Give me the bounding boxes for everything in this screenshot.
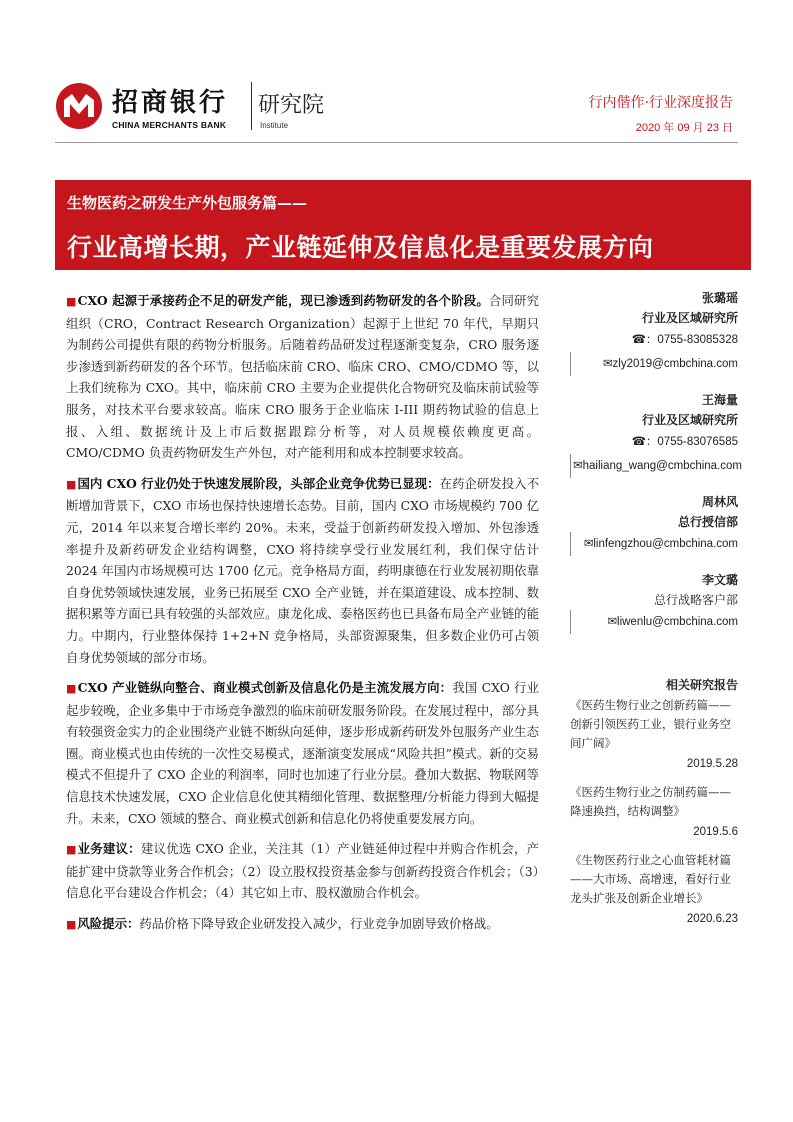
sidebar (570, 288, 742, 938)
bullet-square-icon: ■ (66, 682, 77, 696)
related-report-date: 2019.5.28 (686, 758, 738, 770)
related-report-item[interactable] (570, 851, 738, 930)
analyst-card (570, 390, 742, 478)
analyst-email[interactable]: ✉liwenlu@cmbchina.com (570, 610, 738, 634)
analyst-email-text[interactable]: liwenlu@cmbchina.com (617, 616, 738, 628)
related-report-item[interactable] (570, 696, 738, 775)
summary-paragraph (66, 290, 539, 464)
analyst-email-text[interactable]: linfengzhou@cmbchina.com (593, 538, 738, 550)
related-reports-title: 相关研究报告 (665, 678, 738, 692)
header-divider (55, 142, 738, 143)
report-title: 行业高增长期，产业链延伸及信息化是重要发展方向 (67, 233, 654, 262)
paragraph-lead: 风险提示： (77, 916, 140, 932)
cmb-logo-icon (55, 82, 103, 130)
related-report-date: 2019.5.6 (693, 826, 738, 838)
analyst-card (570, 570, 738, 634)
paragraph-lead: 业务建议： (77, 841, 141, 857)
paragraph-lead: CXO 产业链纵向整合、商业模式创新及信息化仍是主流发展方向： (77, 680, 453, 696)
paragraph-lead: CXO 起源于承接药企不足的研发产能，现已渗透到药物研发的各个阶段。 (77, 293, 489, 308)
paragraph-lead: 国内 CXO 行业仍处于快速发展阶段，头部企业竞争优势已显现： (77, 475, 440, 491)
analyst-phone: ☎：0755-83085328 (631, 334, 738, 346)
logo-english-name: CHINA MERCHANTS BANK (112, 120, 227, 130)
analyst-name: 李文璐 (701, 573, 738, 587)
paragraph-body: 合同研究组织（CRO，Contract Research Organization）起源于上世纪 70 年代，早期只为制药公司提供有限的药物分析服务。后随着药品研发过程逐渐变复杂，CRO 服务逐步渗透到新药研发的各个环节。包括临床前 CRO、临床 CRO、CMO/CDMO 等，以上我们统称为 CXO。其中，临床前 CRO 主要为企业提供化合物研究及临床前试验等服务，对技术平台要求较高。临床 CRO 服务于企业临床 I-III 期药物试验的信息上报、入组、数据统计及上市后数据跟踪分析等，对人员规模依赖度更高。CMO/CDMO 负责药物研发生产外包，对产能利用和成本控制要求较高。 (66, 293, 539, 461)
analyst-name: 张璐瑶 (701, 291, 738, 305)
institute-english-name: Institute (260, 121, 289, 130)
analyst-department: 行业及区域研究所 (641, 311, 738, 325)
analyst-email[interactable]: ✉zly2019@cmbchina.com (570, 352, 738, 376)
analyst-department: 行业及区域研究所 (641, 413, 738, 427)
report-type: 行内偕作·行业深度报告 (588, 95, 733, 111)
bullet-square-icon: ■ (66, 918, 77, 932)
report-subtitle: 生物医药之研发生产外包服务篇—— (67, 194, 308, 212)
paragraph-body: 我国 CXO 行业起步较晚，企业多集中于市场竞争激烈的临床前研发服务阶段。在发展过程中，部分具有较强资金实力的企业围绕产业链不断纵向延伸，逐步形成新药研发外包服务产业生态圈。商业模式也由传统的一次性交易模式，逐渐演变发展成“风险共担”模式。新的交易模式不但提升了 CXO 企业的利润率，同时也加速了行业分层。叠加大数据、物联网等信息技术快速发展，CXO 企业信息化使其精细化管理、数据整理/分析能力得到大幅提升。未来，CXO 领域的整合、商业模式创新和信息化仍将使重要发展方向。 (66, 680, 539, 826)
related-report-item[interactable] (570, 783, 738, 843)
analyst-email[interactable]: ✉linfengzhou@cmbchina.com (570, 532, 738, 556)
main-content (66, 290, 539, 945)
paragraph-body: 在药企研发投入不断增加背景下，CXO 市场也保持快速增长态势。目前，国内 CXO 市场规模约 700 亿元，2014 年以来复合增长率约 20%。未来，受益于创新药研发投入增加、外包渗透率提升及新药研发企业结构调整，CXO 将持续享受行业发展红利，我们保守估计 2024 年国内市场规模可达 1700 亿元。竞争格局方面，药明康德在行业发展初期依靠自身优势领域快速发展，业务已拓展至 CXO 全产业链，并在渠道建设、成本控制、数据积累等方面已具有较强的头部效应。康龙化成、泰格医药也已具备布局全产业链的能力。中期内，行业整体保持 1+2+N 竞争格局，头部资源聚集，但多数企业仍可占领自身优势领域的部分市场。 (66, 475, 540, 665)
report-date: 2020 年 09 月 23 日 (635, 122, 733, 134)
risk-warning (66, 913, 539, 936)
related-report-title[interactable]: 《生物医药行业之心血管耗材篇——大市场、高增速，看好行业龙头扩张及创新企业增长》 (570, 853, 731, 905)
paragraph-body: 建议优选 CXO 企业，关注其（1）产业链延伸过程中并购合作机会，产能扩建中贷款等业务合作机会；（2）设立股权投资基金参与创新药投资合作机会；（3）信息化平台建设合作机会；（4）其它如上市、股权激励合作机会。 (66, 841, 539, 901)
related-report-date: 2020.6.23 (686, 913, 738, 925)
bullet-square-icon: ■ (66, 295, 77, 308)
analyst-email-text[interactable]: hailiang_wang@cmbchina.com (582, 460, 742, 472)
bullet-square-icon: ■ (66, 843, 77, 857)
title-banner (55, 180, 751, 270)
summary-paragraph (66, 473, 539, 668)
analyst-email-text[interactable]: zly2019@cmbchina.com (612, 358, 738, 370)
analyst-department: 总行战略客户部 (653, 593, 738, 607)
analyst-card (570, 492, 738, 556)
analyst-email[interactable]: ✉hailiang_wang@cmbchina.com (570, 454, 738, 478)
related-report-title[interactable]: 《医药生物行业之仿制药篇——降速换挡，结构调整》 (570, 785, 731, 818)
related-report-title[interactable]: 《医药生物行业之创新药篇——创新引领医药工业，银行业务空间广阔》 (570, 698, 731, 750)
summary-paragraph (66, 677, 539, 829)
analyst-department: 总行授信部 (677, 515, 738, 529)
paragraph-body: 药品价格下降导致企业研发投入减少，行业竞争加剧导致价格战。 (139, 916, 499, 932)
institute-name: 研究院 (258, 93, 325, 118)
logo-chinese-name: 招商银行 (112, 88, 229, 118)
analyst-phone: ☎：0755-83076585 (631, 436, 738, 448)
analyst-card (570, 288, 738, 376)
analyst-name: 周林风 (701, 495, 738, 509)
logo-divider (251, 82, 252, 130)
business-suggestion (66, 838, 539, 904)
analyst-name: 王海量 (701, 393, 738, 407)
bullet-square-icon: ■ (66, 477, 77, 491)
